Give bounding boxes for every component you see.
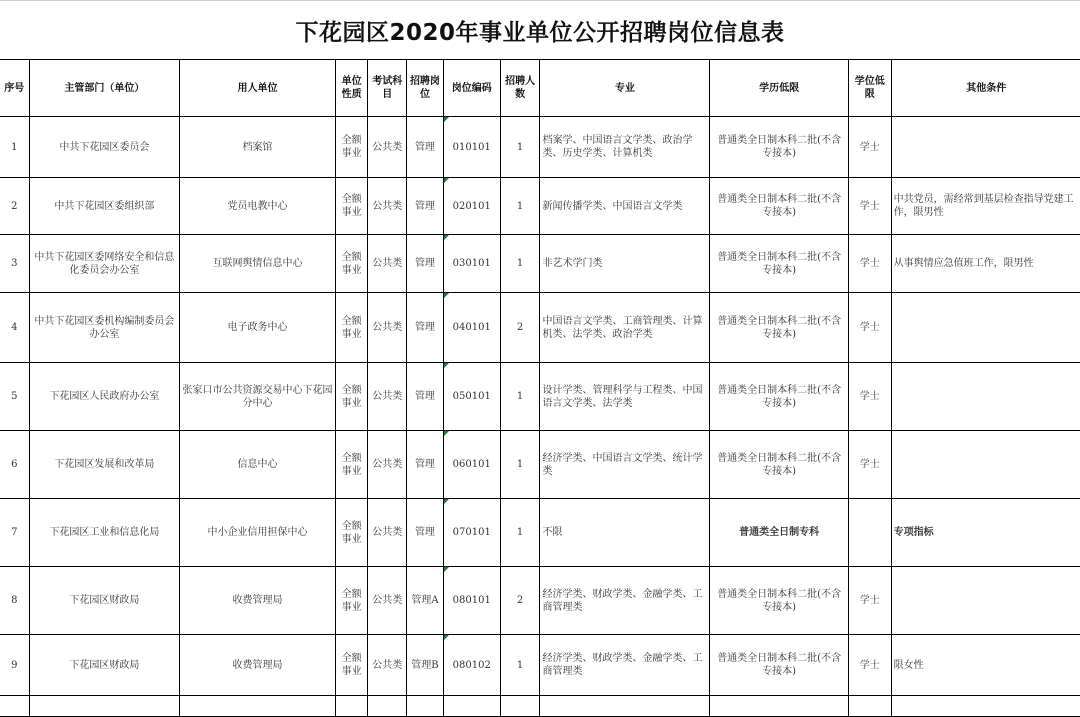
header-position: 招聘岗位 (407, 60, 444, 117)
cell-subject: 公共类 (368, 431, 407, 499)
cell-degree: 学士 (848, 235, 891, 293)
cell-seq: 4 (0, 293, 29, 363)
cell-unit: 党员电教中心 (180, 178, 336, 235)
cell-unit: 收费管理局 (180, 635, 336, 696)
cell-unit: 张家口市公共资源交易中心下花园分中心 (180, 363, 336, 431)
cell-position: 管理 (407, 178, 444, 235)
cell-other: 限女性 (891, 635, 1080, 696)
cell-dept: 下花园区人民政府办公室 (29, 363, 180, 431)
cell-edu: 普通类全日制本科二批(不含专接本) (710, 117, 848, 178)
cell-code: 080102 (443, 635, 500, 696)
cell-position: 管理A (407, 567, 444, 635)
cell-position: 管理 (407, 431, 444, 499)
table-row (0, 567, 1080, 635)
cell-other (891, 363, 1080, 431)
header-other: 其他条件 (891, 60, 1080, 117)
header-count: 招聘人数 (500, 60, 540, 117)
table-row (0, 293, 1080, 363)
cell-edu: 普通类全日制本科二批(不含专接本) (710, 567, 848, 635)
cell-dept: 中共下花园区委组织部 (29, 178, 180, 235)
cell-nature: 全额事业 (335, 363, 368, 431)
cell-code: 010101 (443, 117, 500, 178)
cell-nature: 全额事业 (335, 431, 368, 499)
cell-edu: 普通类全日制本科二批(不含专接本) (710, 178, 848, 235)
cell-major: 非艺术学门类 (540, 235, 710, 293)
cell-subject: 公共类 (368, 117, 407, 178)
cell-unit: 收费管理局 (180, 567, 336, 635)
top-border-line (0, 0, 1080, 1)
header-major: 专业 (540, 60, 710, 117)
table-row (0, 499, 1080, 567)
cell-position: 管理 (407, 499, 444, 567)
cell-position: 管理 (407, 117, 444, 178)
cell-subject: 公共类 (368, 635, 407, 696)
cell-count: 1 (500, 363, 540, 431)
cell-other (891, 567, 1080, 635)
cell-unit: 档案馆 (180, 117, 336, 178)
cell-nature: 全额事业 (335, 499, 368, 567)
cell-degree: 学士 (848, 293, 891, 363)
cell-degree: 学士 (848, 567, 891, 635)
cell-degree: 学士 (848, 178, 891, 235)
cell-dept: 下花园区财政局 (29, 635, 180, 696)
cell-nature: 全额事业 (335, 567, 368, 635)
cell-seq: 8 (0, 567, 29, 635)
cell-degree: 学士 (848, 117, 891, 178)
cell-count: 1 (500, 178, 540, 235)
cell-code: 040101 (443, 293, 500, 363)
cell-nature: 全额事业 (335, 293, 368, 363)
cell-subject: 公共类 (368, 363, 407, 431)
table-header-row (0, 60, 1080, 117)
cell-subject: 公共类 (368, 178, 407, 235)
cell-code: 030101 (443, 235, 500, 293)
cell-dept: 下花园区财政局 (29, 567, 180, 635)
cell-edu: 普通类全日制本科二批(不含专接本) (710, 293, 848, 363)
header-nature: 单位性质 (335, 60, 368, 117)
table-row (0, 117, 1080, 178)
cell-code: 070101 (443, 499, 500, 567)
table-row-partial (0, 696, 1080, 717)
cell-major: 不限 (540, 499, 710, 567)
positions-table (0, 59, 1080, 717)
cell-major: 经济学类、财政学类、金融学类、工商管理类 (540, 635, 710, 696)
cell-code: 060101 (443, 431, 500, 499)
cell-other: 中共党员，需经常到基层检查指导党建工作，限男性 (891, 178, 1080, 235)
cell-other (891, 293, 1080, 363)
cell-unit: 电子政务中心 (180, 293, 336, 363)
cell-position: 管理 (407, 293, 444, 363)
cell-subject: 公共类 (368, 567, 407, 635)
cell-count: 1 (500, 635, 540, 696)
cell-code: 050101 (443, 363, 500, 431)
cell-edu: 普通类全日制本科二批(不含专接本) (710, 635, 848, 696)
cell-nature: 全额事业 (335, 178, 368, 235)
cell-major: 档案学、中国语言文学类、政治学类、历史学类、计算机类 (540, 117, 710, 178)
cell-position: 管理 (407, 363, 444, 431)
cell-dept: 下花园区工业和信息化局 (29, 499, 180, 567)
cell-degree: 学士 (848, 363, 891, 431)
cell-seq: 2 (0, 178, 29, 235)
header-seq: 序号 (0, 60, 29, 117)
cell-degree: 学士 (848, 635, 891, 696)
cell-degree (848, 499, 891, 567)
cell-code: 020101 (443, 178, 500, 235)
cell-major: 经济学类、中国语言文学类、统计学类 (540, 431, 710, 499)
header-code: 岗位编码 (443, 60, 500, 117)
cell-other: 从事舆情应急值班工作，限男性 (891, 235, 1080, 293)
cell-major: 新闻传播学类、中国语言文学类 (540, 178, 710, 235)
cell-edu: 普通类全日制本科二批(不含专接本) (710, 431, 848, 499)
cell-seq: 7 (0, 499, 29, 567)
cell-other (891, 117, 1080, 178)
cell-dept: 下花园区发展和改革局 (29, 431, 180, 499)
cell-subject: 公共类 (368, 499, 407, 567)
cell-degree: 学士 (848, 431, 891, 499)
header-edu: 学历低限 (710, 60, 848, 117)
header-dept: 主管部门（单位） (29, 60, 180, 117)
cell-subject: 公共类 (368, 235, 407, 293)
page-title: 下花园区2020年事业单位公开招聘岗位信息表 (295, 20, 785, 46)
cell-unit: 信息中心 (180, 431, 336, 499)
cell-count: 1 (500, 499, 540, 567)
cell-seq: 5 (0, 363, 29, 431)
table-row (0, 363, 1080, 431)
cell-edu: 普通类全日制专科 (710, 499, 848, 567)
cell-dept: 中共下花园区委机构编制委员会办公室 (29, 293, 180, 363)
cell-major: 中国语言文学类、工商管理类、计算机类、法学类、政治学类 (540, 293, 710, 363)
table-row (0, 235, 1080, 293)
cell-nature: 全额事业 (335, 235, 368, 293)
cell-nature: 全额事业 (335, 635, 368, 696)
cell-position: 管理 (407, 235, 444, 293)
cell-seq: 3 (0, 235, 29, 293)
header-subject: 考试科目 (368, 60, 407, 117)
cell-seq: 9 (0, 635, 29, 696)
cell-count: 2 (500, 567, 540, 635)
cell-count: 1 (500, 431, 540, 499)
cell-count: 2 (500, 293, 540, 363)
cell-seq: 6 (0, 431, 29, 499)
cell-position: 管理B (407, 635, 444, 696)
cell-seq: 1 (0, 117, 29, 178)
cell-edu: 普通类全日制本科二批(不含专接本) (710, 363, 848, 431)
cell-major: 经济学类、财政学类、金融学类、工商管理类 (540, 567, 710, 635)
cell-subject: 公共类 (368, 293, 407, 363)
cell-other: 专项指标 (891, 499, 1080, 567)
cell-count: 1 (500, 117, 540, 178)
table-row (0, 431, 1080, 499)
header-unit: 用人单位 (180, 60, 336, 117)
cell-other (891, 431, 1080, 499)
cell-unit: 互联网舆情信息中心 (180, 235, 336, 293)
cell-nature: 全额事业 (335, 117, 368, 178)
cell-edu: 普通类全日制本科二批(不含专接本) (710, 235, 848, 293)
table-row (0, 178, 1080, 235)
cell-code: 080101 (443, 567, 500, 635)
cell-count: 1 (500, 235, 540, 293)
cell-dept: 中共下花园区委员会 (29, 117, 180, 178)
table-row (0, 635, 1080, 696)
cell-dept: 中共下花园区委网络安全和信息化委员会办公室 (29, 235, 180, 293)
cell-major: 设计学类、管理科学与工程类、中国语言文学类、法学类 (540, 363, 710, 431)
cell-unit: 中小企业信用担保中心 (180, 499, 336, 567)
header-degree: 学位低限 (848, 60, 891, 117)
